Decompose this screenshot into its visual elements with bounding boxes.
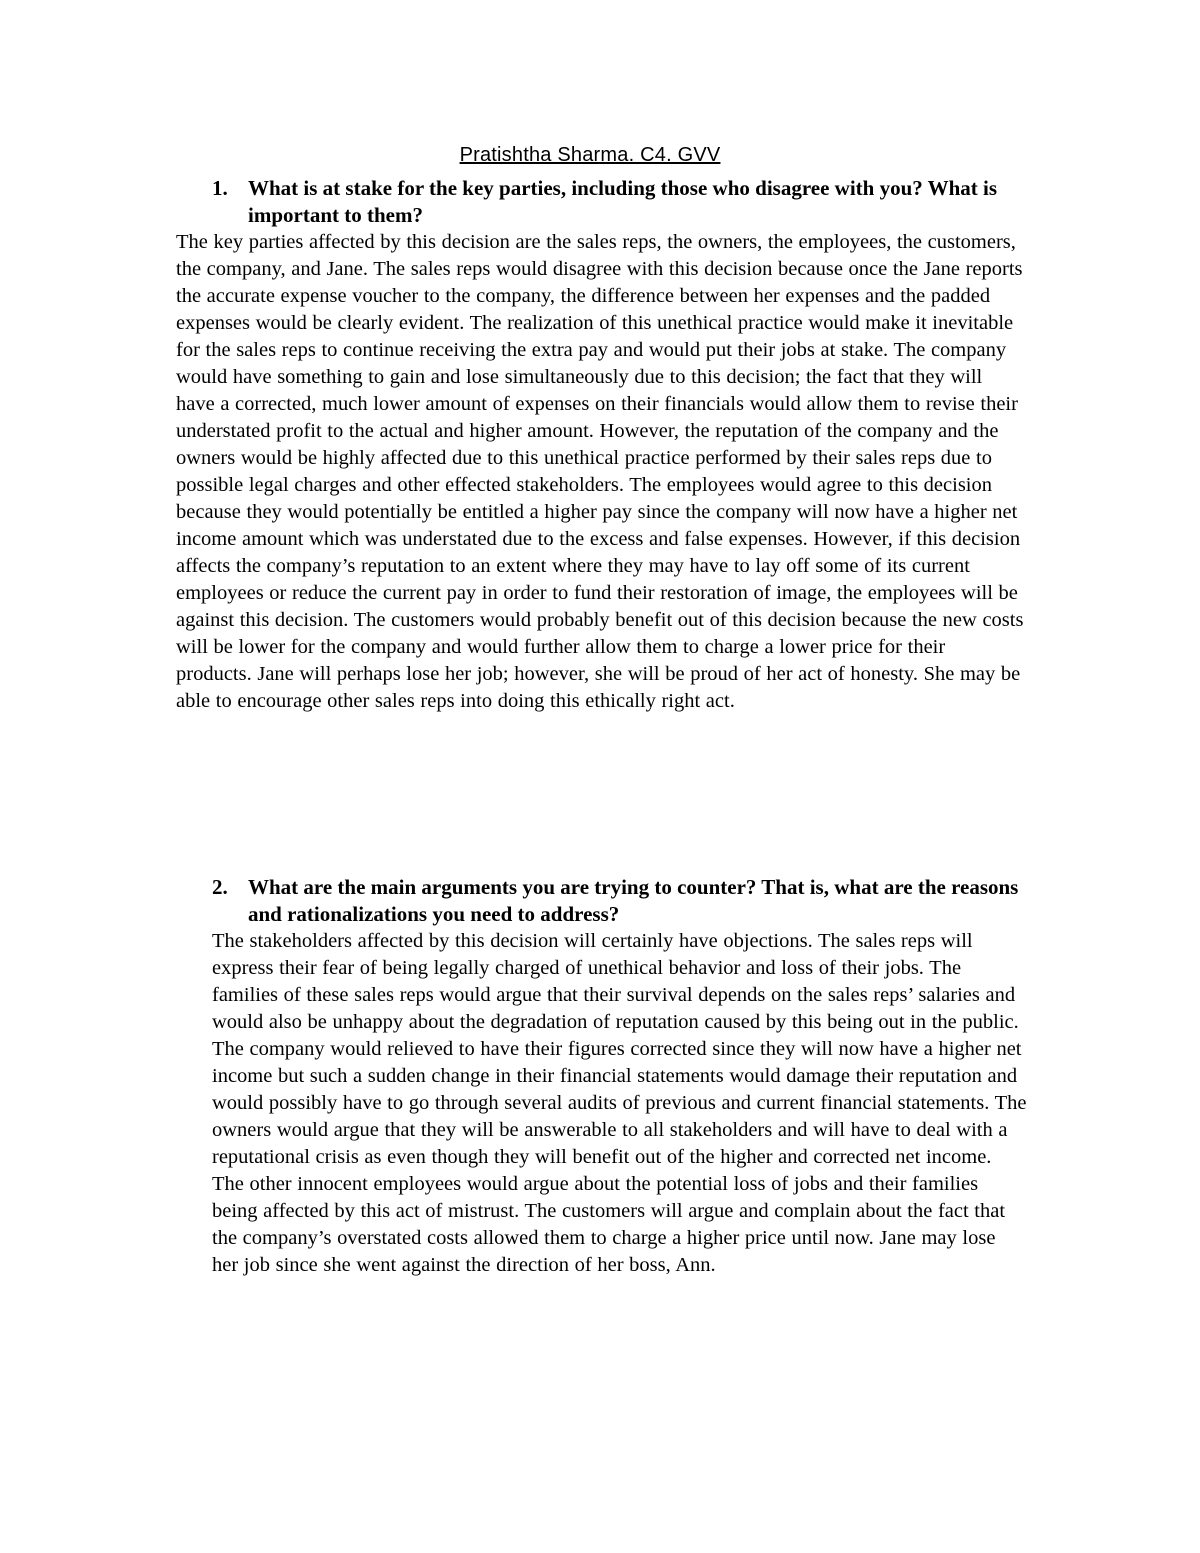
document-title: Pratishtha Sharma. C4. GVV bbox=[459, 144, 721, 166]
question-section-1 bbox=[176, 175, 1036, 715]
answer-paragraph-2: The stakeholders affected by this decision will certainly have objections. The sales reps will express their fear of being legally charged of unethical behavior and loss of their jobs. The families of these sales reps would argue that their survival depends on the sales reps’ salaries and would also be unhappy about the degradation of reputation caused by this being out in the public. The company would relieved to have their figures corrected since they will now have a higher net income but such a sudden change in their financial statements would damage their reputation and would possibly have to go through several audits of previous and current financial statements. The owners would argue that they will be answerable to all stakeholders and will have to deal with a reputational crisis as even though they will benefit out of the higher and corrected net income. The other innocent employees would argue about the potential loss of jobs and their families being affected by this act of mistrust. The customers will argue and complain about the fact that the company’s overstated costs allowed them to charge a higher price until now. Jane may lose her job since she went against the direction of her boss, Ann. bbox=[212, 930, 1027, 1276]
question-heading-1 bbox=[212, 175, 1036, 229]
question-section-2 bbox=[212, 874, 1028, 1279]
question-number-2: 2. bbox=[212, 875, 228, 899]
question-text-1: What is at stake for the key parties, including those who disagree with you? What is important to them? bbox=[248, 176, 998, 227]
answer-paragraph-1: The key parties affected by this decision are the sales reps, the owners, the employees, the customers, the company, and Jane. The sales reps would disagree with this decision because once the Jane reports the accurate expense voucher to the company, the difference between her expenses and the padded expenses would be clearly evident. The realization of this unethical practice would make it inevitable for the sales reps to continue receiving the extra pay and would put their jobs at stake. The company would have something to gain and lose simultaneously due to this decision; the fact that they will have a corrected, much lower amount of expenses on their financials would allow them to revise their understated profit to the actual and higher amount. However, the reputation of the company and the owners would be highly affected due to this unethical practice performed by their sales reps due to possible legal charges and other effected stakeholders. The employees would agree to this decision because they would potentially be entitled a higher pay since the company will now have a higher net income amount which was understated due to the excess and false expenses. However, if this decision affects the company’s reputation to an extent where they may have to lay off some of its current employees or reduce the current pay in order to fund their restoration of image, the employees will be against this decision. The customers would probably benefit out of this decision because the new costs will be lower for the company and would further allow them to charge a lower price for their products. Jane will perhaps lose her job; however, she will be proud of her act of honesty. She may be able to encourage other sales reps into doing this ethically right act. bbox=[176, 231, 1024, 712]
question-number-1: 1. bbox=[212, 176, 228, 200]
question-heading-2 bbox=[212, 874, 1028, 928]
question-text-2: What are the main arguments you are trying to counter? That is, what are the reasons and rationalizations you need to address? bbox=[248, 875, 1019, 926]
